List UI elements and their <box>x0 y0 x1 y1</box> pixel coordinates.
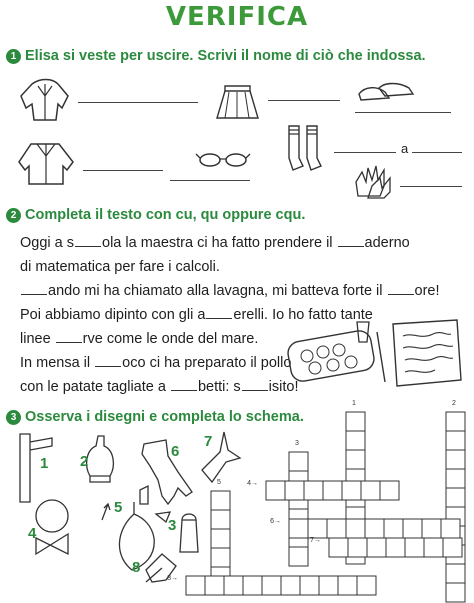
crossword-cell[interactable] <box>346 412 365 431</box>
crossword-cell[interactable] <box>319 576 338 595</box>
page-title: VERIFICA <box>165 2 309 32</box>
crossword-cell[interactable] <box>211 491 230 510</box>
crossword-cell[interactable] <box>289 519 308 538</box>
text-fragment: betti: s <box>197 379 241 395</box>
exercise-2-text: Completa il testo con cu, qu oppure cqu. <box>25 207 306 223</box>
text-fragment: linee <box>20 331 55 347</box>
crossword-cell[interactable] <box>289 547 308 566</box>
crossword-clue-number: 1 <box>352 400 356 407</box>
crossword-cell[interactable] <box>211 529 230 548</box>
crossword-cell[interactable] <box>424 538 443 557</box>
text-fragment: Oggi a s <box>20 235 74 251</box>
picture-number-8: 8 <box>132 559 141 576</box>
crossword-cell[interactable] <box>443 538 462 557</box>
crossword-cell[interactable] <box>446 488 465 507</box>
crossword-clue-number: 8→ <box>167 575 178 582</box>
crossword-cell[interactable] <box>348 538 367 557</box>
crossword-clue-number: 6→ <box>270 518 281 525</box>
picture-number-3: 3 <box>168 517 177 534</box>
picture-number-6: 6 <box>171 443 180 460</box>
exercise-3-number: 3 <box>6 410 21 425</box>
crossword-cell[interactable] <box>323 481 342 500</box>
crossword-cell[interactable] <box>346 431 365 450</box>
crossword-clue-number: 5 <box>217 479 221 486</box>
text-fragment: oco ci ha preparato il pollo <box>122 355 292 371</box>
crossword-clue-number: 7→ <box>310 537 321 544</box>
separator-a: a <box>401 141 409 156</box>
crossword-cell[interactable] <box>361 481 380 500</box>
crossword-cell[interactable] <box>357 576 376 595</box>
crossword-clue-number: 2 <box>452 400 456 407</box>
crossword-cell[interactable] <box>262 576 281 595</box>
crossword-cell[interactable] <box>384 519 403 538</box>
crossword-cell[interactable] <box>446 450 465 469</box>
crossword-cell[interactable] <box>266 481 285 500</box>
picture-number-7: 7 <box>204 433 213 450</box>
crossword-cell[interactable] <box>441 519 460 538</box>
exercise-1-number: 1 <box>6 49 21 64</box>
text-fragment: In mensa il <box>20 355 95 371</box>
crossword-cell[interactable] <box>304 481 323 500</box>
picture-number-5: 5 <box>114 499 123 516</box>
text-fragment: ola la maestra ci ha fatto prendere il <box>102 235 337 251</box>
crossword-cell[interactable] <box>211 548 230 567</box>
crossword-cell[interactable] <box>346 450 365 469</box>
crossword-cell[interactable] <box>289 452 308 471</box>
crossword-clue-number: 4→ <box>247 480 258 487</box>
crossword-cell[interactable] <box>308 519 327 538</box>
picture-number-4: 4 <box>28 525 37 542</box>
crossword-cell[interactable] <box>285 481 304 500</box>
crossword-cell[interactable] <box>422 519 441 538</box>
crossword-cell[interactable] <box>386 538 405 557</box>
crossword-cell[interactable] <box>365 519 384 538</box>
exercise-3-text: Osserva i disegni e completa lo schema. <box>25 409 304 425</box>
crossword-cell[interactable] <box>446 583 465 602</box>
exercise-2-number: 2 <box>6 208 21 223</box>
crossword-cell[interactable] <box>446 412 465 431</box>
text-fragment: rve come le onde del mare. <box>82 331 259 347</box>
crossword-cell[interactable] <box>329 538 348 557</box>
text-fragment: di matematica per fare i calcoli. <box>20 259 220 275</box>
crossword-clue-number: 3 <box>295 440 299 447</box>
text-fragment: erelli. Io ho fatto tante <box>233 307 373 323</box>
picture-number-1: 1 <box>40 455 49 472</box>
crossword-cell[interactable] <box>380 481 399 500</box>
crossword-cell[interactable] <box>243 576 262 595</box>
crossword-cell[interactable] <box>300 576 319 595</box>
text-fragment: Poi abbiamo dipinto con gli a <box>20 307 206 323</box>
text-fragment: ando mi ha chiamato alla lavagna, mi batteva forte il <box>48 283 387 299</box>
crossword-cell[interactable] <box>403 519 422 538</box>
exercise-1-text: Elisa si veste per uscire. Scrivi il nome di ciò che indossa. <box>25 48 426 64</box>
crossword-cell[interactable] <box>281 576 300 595</box>
crossword-cell[interactable] <box>327 519 346 538</box>
crossword-cell[interactable] <box>446 431 465 450</box>
crossword-cell[interactable] <box>342 481 361 500</box>
crossword-cell[interactable] <box>446 469 465 488</box>
crossword-cell[interactable] <box>367 538 386 557</box>
crossword-cell[interactable] <box>211 510 230 529</box>
text-fragment: con le patate tagliate a <box>20 379 170 395</box>
crossword-cell[interactable] <box>405 538 424 557</box>
text-fragment: isito! <box>268 379 299 395</box>
crossword-cell[interactable] <box>205 576 224 595</box>
crossword-cell[interactable] <box>186 576 205 595</box>
crossword-cell[interactable] <box>224 576 243 595</box>
text-fragment: ore! <box>414 283 440 299</box>
text-fragment: aderno <box>364 235 410 251</box>
crossword-cell[interactable] <box>446 564 465 583</box>
crossword-cell[interactable] <box>338 576 357 595</box>
picture-number-2: 2 <box>80 453 89 470</box>
crossword-cell[interactable] <box>346 519 365 538</box>
